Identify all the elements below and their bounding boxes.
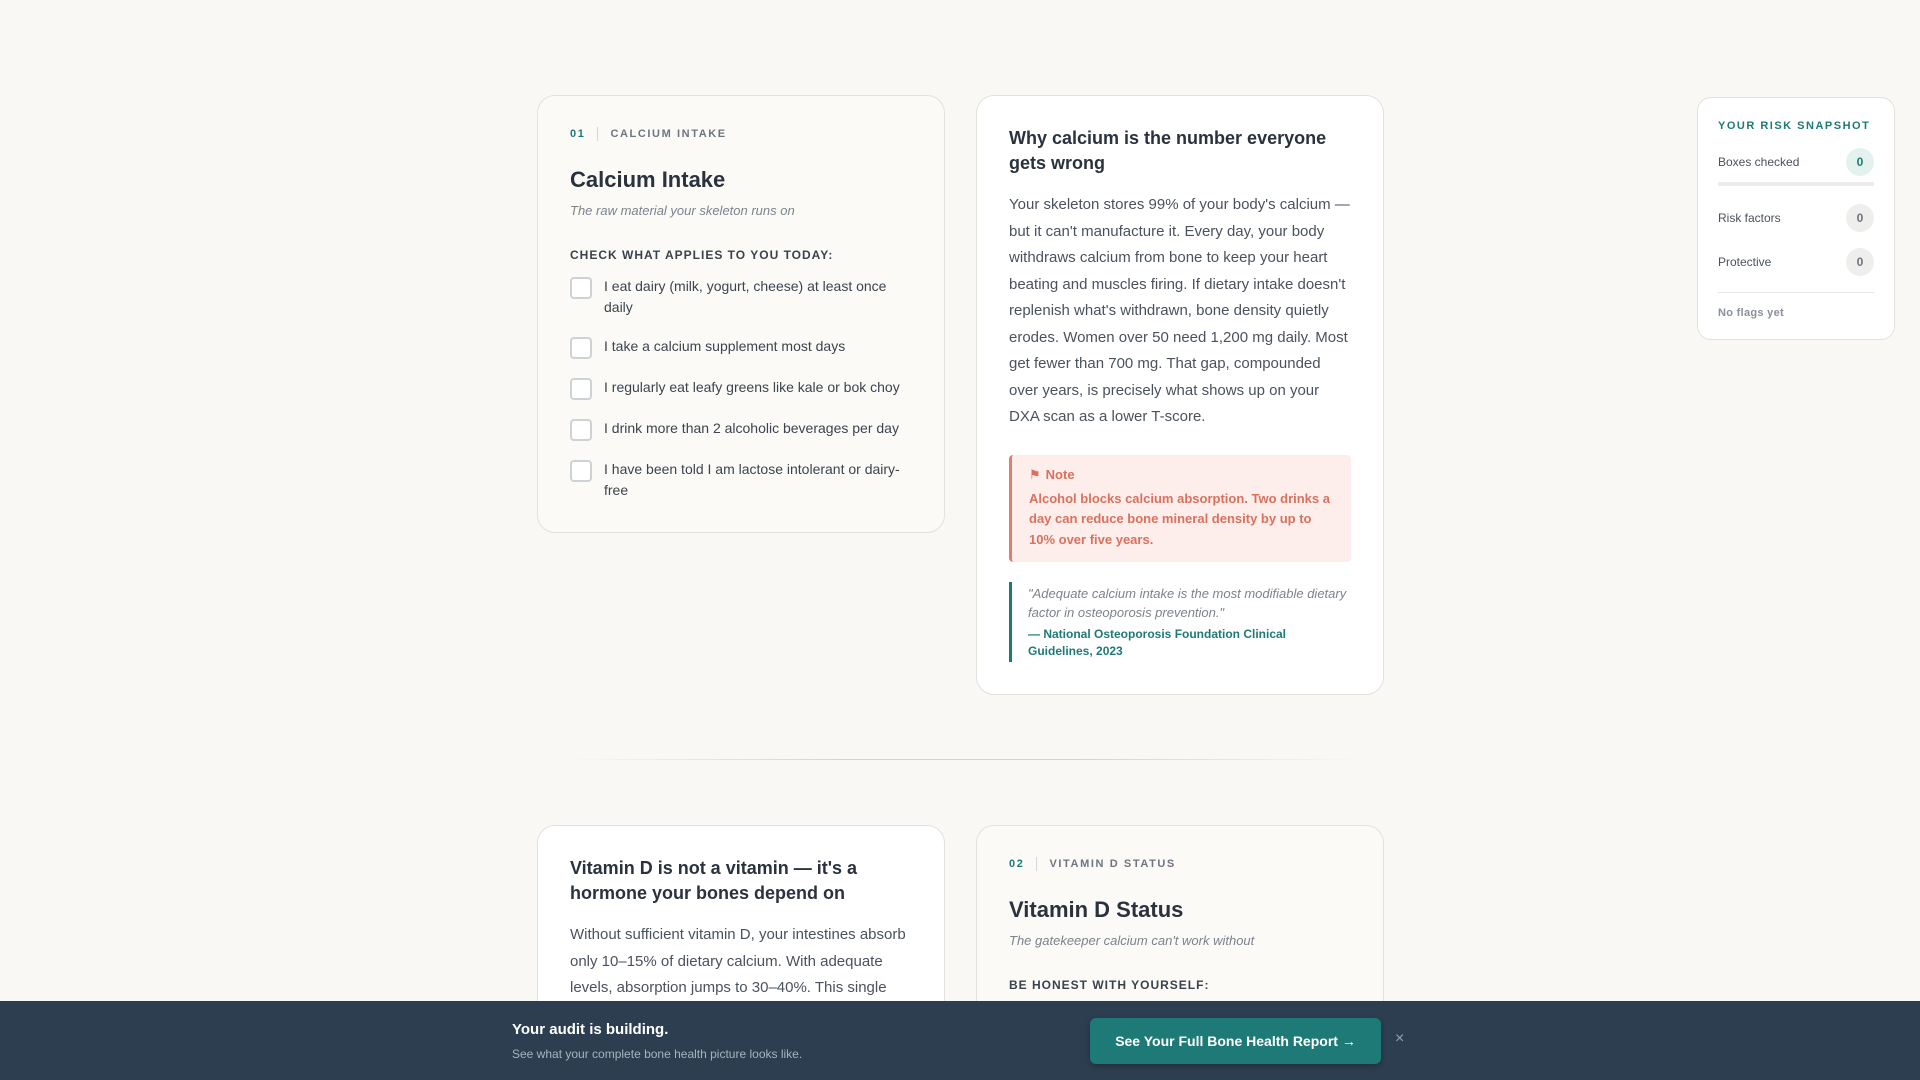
checklist-item-leafy-greens[interactable]	[570, 377, 912, 400]
checklist-item-supplement[interactable]	[570, 336, 912, 359]
section-label	[1009, 857, 1351, 871]
quote-block	[1009, 582, 1351, 662]
checklist-item-label: I regularly eat leafy greens like kale or bok choy	[604, 379, 900, 395]
section-label-text: VITAMIN D STATUS	[1049, 858, 1176, 870]
snapshot-row-risk-factors	[1718, 204, 1874, 232]
why-calcium-card	[976, 95, 1384, 695]
checklist-item-label: I eat dairy (milk, yogurt, cheese) at least once daily	[604, 278, 887, 315]
note-callout	[1009, 455, 1351, 563]
checkbox[interactable]	[570, 337, 592, 359]
close-icon[interactable]: ×	[1395, 1030, 1405, 1047]
bar-subtitle: See what your complete bone health picture looks like.	[512, 1047, 803, 1061]
section-divider	[566, 759, 1362, 760]
note-text: Alcohol blocks calcium absorption. Two drinks a day can reduce bone mineral density by up to 10% over five years.	[1029, 490, 1330, 547]
info-body: Without sufficient vitamin D, your intestines absorb only 10–15% of dietary calcium. With adequate levels, absorption jumps to 30–40%. This single	[570, 926, 906, 996]
checkbox[interactable]	[570, 419, 592, 441]
count-badge: 0	[1846, 204, 1874, 232]
card-title: Calcium Intake	[570, 167, 726, 192]
calcium-intake-card	[537, 95, 945, 533]
quote-source: — National Osteoporosis Foundation Clinical Guidelines, 2023	[1028, 627, 1287, 658]
section-label-text: CALCIUM INTAKE	[610, 128, 727, 140]
full-report-button[interactable]: See Your Full Bone Health Report →	[1090, 1018, 1381, 1064]
risk-snapshot-panel	[1697, 97, 1895, 340]
flag-icon: ⚑	[1029, 466, 1041, 482]
snapshot-divider	[1718, 292, 1874, 293]
section-number: 01	[570, 128, 586, 140]
flags-status: No flags yet	[1718, 307, 1784, 319]
count-badge: 0	[1846, 248, 1874, 276]
info-title: Why calcium is the number everyone gets wrong	[1009, 128, 1327, 173]
info-body: Your skeleton stores 99% of your body's calcium — but it can't manufacture it. Every day, your body withdraws calcium from bone to keep your heart beating and muscles firing. If dietary intake doesn't replenish what's withdrawn, bone density quietly erodes. Women over 50 need 1,200 mg daily. Most get fewer than 700 mg. That gap, compounded over years, is precisely what shows up on your DXA scan as a lower T-score.	[1009, 196, 1350, 425]
snapshot-row-label: Boxes checked	[1718, 155, 1800, 169]
card-title: Vitamin D Status	[1009, 897, 1184, 922]
checklist-heading: CHECK WHAT APPLIES TO YOU TODAY:	[570, 248, 834, 262]
snapshot-row-label: Risk factors	[1718, 211, 1781, 225]
snapshot-row-boxes-checked	[1718, 148, 1874, 176]
card-subtitle: The gatekeeper calcium can't work without	[1009, 933, 1255, 948]
checkbox[interactable]	[570, 460, 592, 482]
checklist-item-label: I drink more than 2 alcoholic beverages per day	[604, 420, 899, 436]
section-label	[570, 127, 912, 141]
snapshot-title: YOUR RISK SNAPSHOT	[1718, 120, 1871, 132]
checklist-item-dairy[interactable]	[570, 276, 912, 318]
section-number: 02	[1009, 858, 1025, 870]
label-divider	[1036, 857, 1037, 871]
checklist-item-alcohol[interactable]	[570, 418, 912, 441]
checklist-item-lactose[interactable]	[570, 459, 912, 501]
label-divider	[597, 127, 598, 141]
bar-title: Your audit is building.	[512, 1021, 669, 1038]
checklist-item-label: I have been told I am lactose intolerant or dairy-free	[604, 461, 900, 498]
checklist-heading: BE HONEST WITH YOURSELF:	[1009, 978, 1210, 992]
note-label: Note	[1045, 467, 1075, 482]
checklist-item-label: I take a calcium supplement most days	[604, 338, 846, 354]
count-badge: 0	[1846, 148, 1874, 176]
checklist	[570, 276, 912, 501]
checkbox[interactable]	[570, 277, 592, 299]
snapshot-row-protective	[1718, 248, 1874, 276]
quote-text: "Adequate calcium intake is the most modifiable dietary factor in osteoporosis prevention."	[1028, 586, 1347, 620]
card-subtitle: The raw material your skeleton runs on	[570, 203, 795, 218]
checkbox[interactable]	[570, 378, 592, 400]
info-title: Vitamin D is not a vitamin — it's a hormone your bones depend on	[570, 858, 858, 903]
snapshot-row-label: Protective	[1718, 255, 1772, 269]
sticky-report-bar	[0, 1001, 1920, 1080]
progress-bar	[1718, 182, 1874, 186]
